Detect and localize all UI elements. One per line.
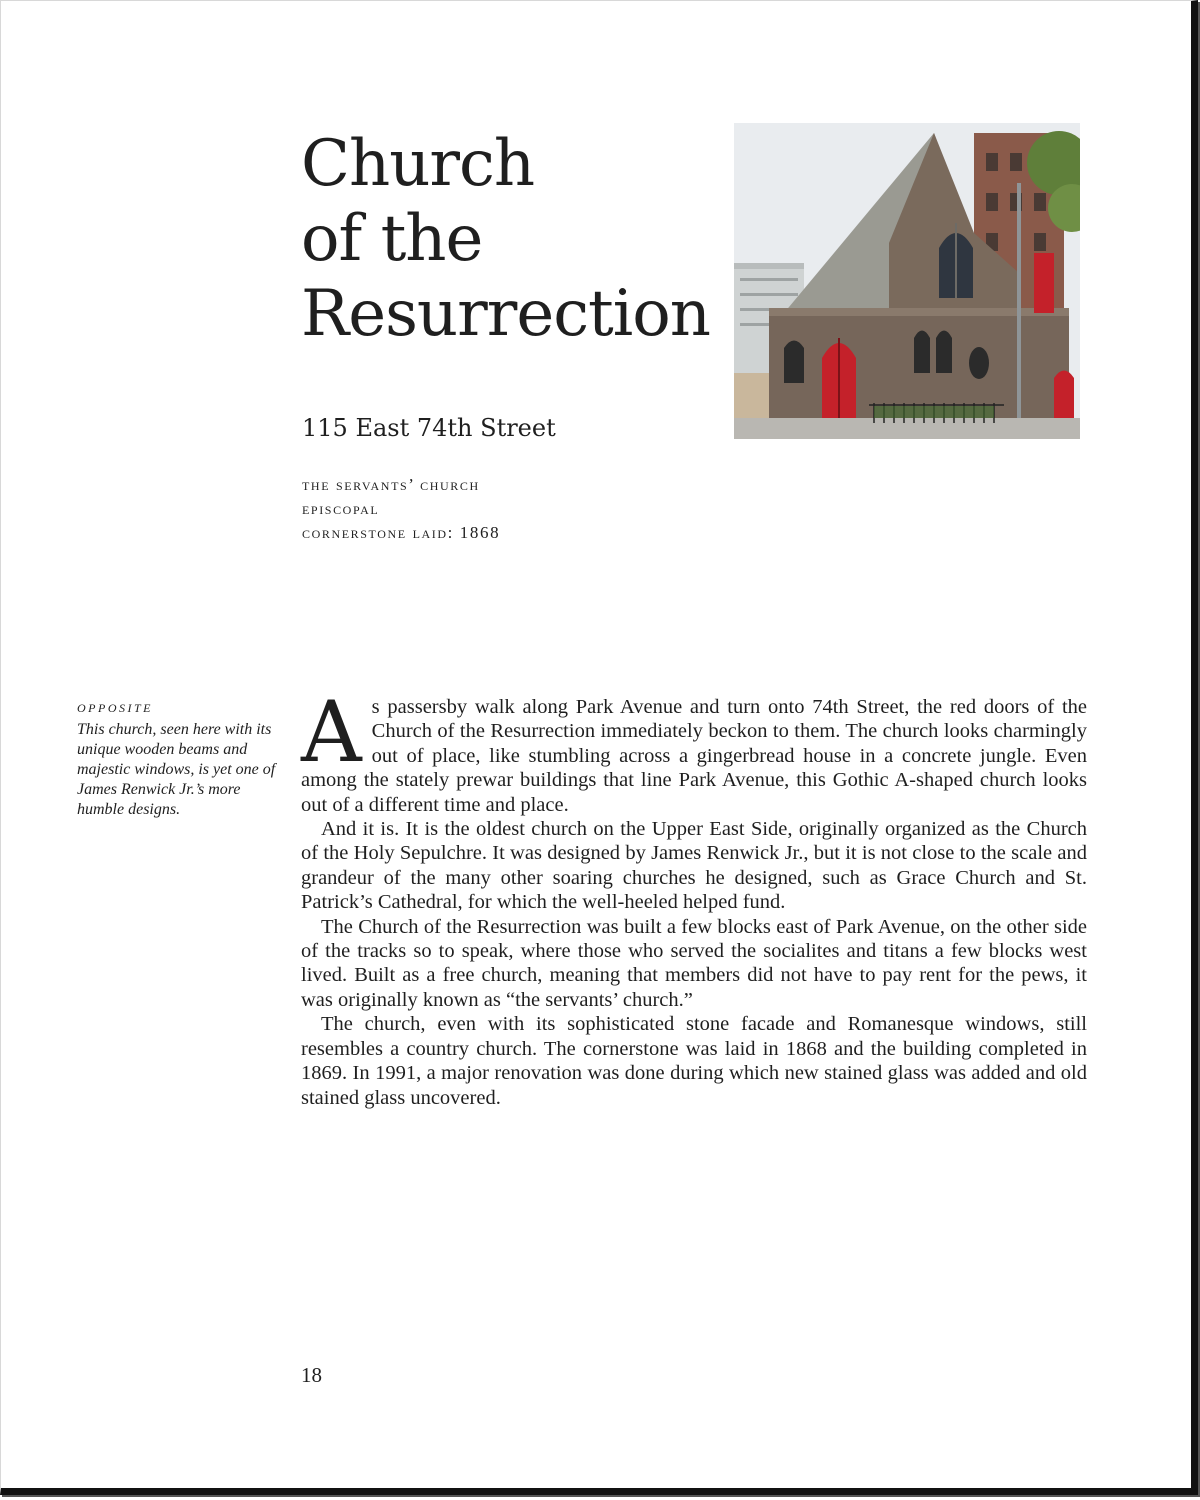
caption-label: OPPOSITE [77,701,153,715]
church-photo [734,123,1080,439]
paragraph-3: The Church of the Resurrection was built a few blocks east of Park Avenue, on the other side of the tracks so to speak, where those who served the socialites and titans a few blocks west lived. Built as a free church, meaning that members did not have to pay rent for the pews, it was originally known as “the servants’ church.” [301,915,1087,1011]
paragraph-1 [301,683,1087,817]
fact-cornerstone: cornerstone laid: 1868 [302,523,501,542]
title-line-3: Resurrection [301,277,710,351]
fact-nickname: the servants’ church [302,475,480,494]
paragraph-1-text: s passersby walk along Park Avenue and turn onto 74th Street, the red doors of the Church of the Resurrection immediately beckon to them. The church looks charmingly out of place, like stumbling across a gingerbread house in a concrete jungle. Even among the stately prewar buildings that line Park Avenue, this Gothic A-shaped church looks out of a different time and place. [301,696,1087,816]
fact-denomination: episcopal [302,499,380,518]
title-line-2: of the [301,202,483,276]
drop-cap: A [301,683,362,781]
page-number: 18 [301,1363,322,1387]
church-facts [302,473,500,545]
page-title [301,127,710,352]
church-photo-illustration [734,123,1080,439]
body-text [301,683,1087,1110]
caption-text: This church, seen here with its unique wooden beams and majestic windows, is yet one of James Renwick Jr.’s more humble designs. [77,721,276,818]
photo-caption [77,701,277,820]
paragraph-2: And it is. It is the oldest church on the Upper East Side, originally organized as the Church of the Holy Sepulchre. It was designed by James Renwick Jr., but it is not close to the scale and grandeur of the many other soaring churches he designed, such as Grace Church and St. Patrick’s Cathedral, for which the well-heeled helped fund. [301,818,1087,914]
paragraph-4: The church, even with its sophisticated stone facade and Romanesque windows, still resembles a country church. The cornerstone was laid in 1868 and the building completed in 1869. In 1991, a major renovation was done during which new stained glass was added and old stained glass uncovered. [301,1013,1087,1109]
street-address: 115 East 74th Street [302,414,556,442]
title-line-1: Church [301,127,535,201]
